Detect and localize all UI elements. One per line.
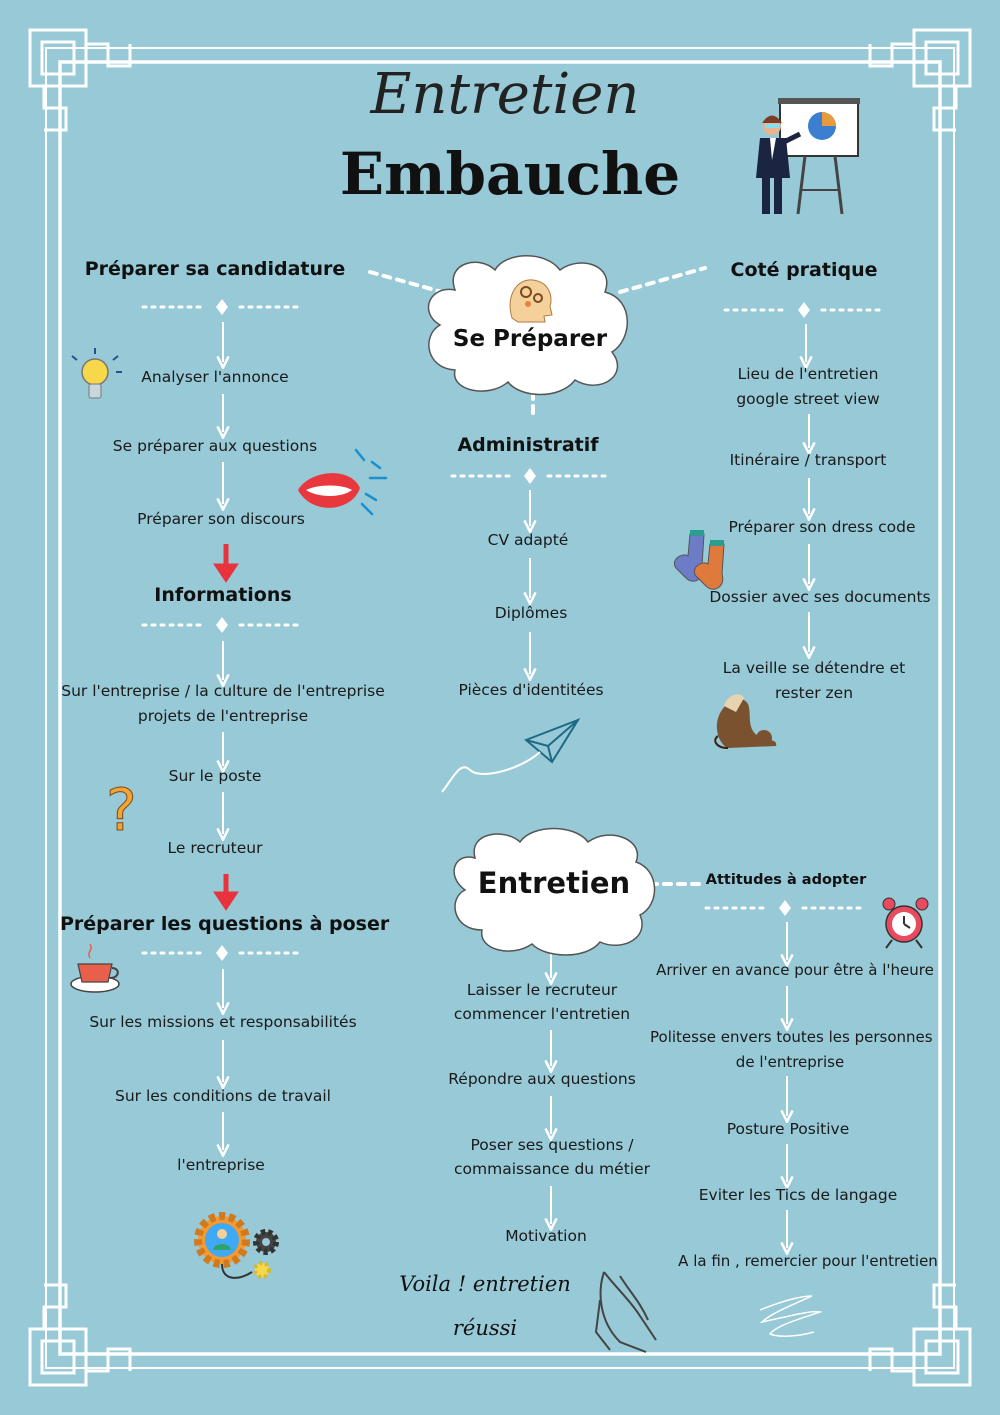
heading-attitudes: Attitudes à adopter bbox=[705, 872, 867, 888]
list-item: Politesse envers toutes les personnes bbox=[650, 1028, 933, 1046]
list-item: Poser ses questions / bbox=[470, 1136, 634, 1154]
title-script: Entretien bbox=[370, 62, 640, 127]
list-item: CV adapté bbox=[487, 531, 569, 549]
list-item: Analyser l'annonce bbox=[141, 368, 289, 386]
list-item: Sur l'entreprise / la culture de l'entreprise bbox=[61, 682, 385, 700]
list-item: projets de l'entreprise bbox=[137, 707, 309, 725]
separator-left-3 bbox=[143, 945, 300, 961]
list-item: commencer l'entretien bbox=[453, 1005, 631, 1023]
red-arrow-2 bbox=[214, 874, 238, 910]
list-item: Posture Positive bbox=[726, 1120, 850, 1138]
tea-cup-icon bbox=[71, 944, 119, 992]
list-item: Pièces d'identitées bbox=[458, 681, 604, 699]
heading-administratif: Administratif bbox=[457, 434, 599, 456]
separator-left-2 bbox=[143, 617, 300, 633]
list-item: Préparer son discours bbox=[137, 510, 305, 528]
list-item: Dossier avec ses documents bbox=[709, 588, 931, 606]
scribble-icon bbox=[760, 1296, 820, 1336]
paper-plane-icon bbox=[442, 720, 578, 792]
list-item: Diplômes bbox=[494, 604, 568, 622]
separator-left-1 bbox=[143, 299, 300, 315]
footer-line-1: Voila ! entretien bbox=[399, 1272, 571, 1296]
gear-person-icon bbox=[198, 1216, 276, 1278]
teacher-presentation-icon bbox=[756, 98, 860, 214]
list-item: Arriver en avance pour être à l'heure bbox=[656, 961, 934, 979]
cloud-label-entretien: Entretien bbox=[477, 866, 631, 900]
head-gears-icon bbox=[510, 280, 552, 322]
list-item: Répondre aux questions bbox=[448, 1070, 636, 1088]
separator-middle bbox=[452, 468, 608, 484]
heading-preparer-candidature: Préparer sa candidature bbox=[84, 258, 346, 280]
list-item: Préparer son dress code bbox=[728, 518, 916, 536]
heading-informations: Informations bbox=[154, 584, 292, 606]
page-title: Embauche bbox=[339, 140, 681, 208]
separator-right-1 bbox=[725, 302, 882, 318]
list-item: l'entreprise bbox=[177, 1156, 265, 1174]
list-item: Sur les conditions de travail bbox=[114, 1087, 331, 1105]
list-item: commaissance du métier bbox=[454, 1160, 650, 1178]
alarm-clock-icon bbox=[883, 898, 928, 948]
heading-preparer-questions: Préparer les questions à poser bbox=[60, 913, 390, 935]
list-item: google street view bbox=[736, 390, 880, 408]
list-item: Itinéraire / transport bbox=[729, 451, 887, 469]
red-arrow-1 bbox=[214, 544, 238, 582]
list-item: La veille se détendre et bbox=[722, 659, 906, 677]
list-item: de l'entreprise bbox=[735, 1053, 845, 1071]
list-item: Lieu de l'entretien bbox=[737, 365, 879, 383]
list-item: Eviter les Tics de langage bbox=[698, 1186, 898, 1204]
list-item: rester zen bbox=[774, 684, 854, 702]
praying-hands-icon bbox=[596, 1272, 656, 1352]
footer-line-2: réussi bbox=[452, 1316, 518, 1340]
lips-icon bbox=[298, 450, 386, 514]
list-item: Se préparer aux questions bbox=[112, 437, 318, 455]
list-item: Sur les missions et responsabilités bbox=[89, 1013, 357, 1031]
svg-text:?: ? bbox=[106, 776, 137, 844]
list-item: Sur le poste bbox=[168, 767, 262, 785]
list-item: Le recruteur bbox=[167, 839, 263, 857]
list-item: Motivation bbox=[505, 1227, 587, 1245]
cloud-label-se-preparer: Se Préparer bbox=[452, 326, 608, 352]
heading-cote-pratique: Coté pratique bbox=[730, 259, 878, 281]
list-item: A la fin , remercier pour l'entretien bbox=[678, 1252, 938, 1270]
separator-right-2 bbox=[706, 900, 863, 916]
list-item: Laisser le recruteur bbox=[466, 981, 618, 999]
